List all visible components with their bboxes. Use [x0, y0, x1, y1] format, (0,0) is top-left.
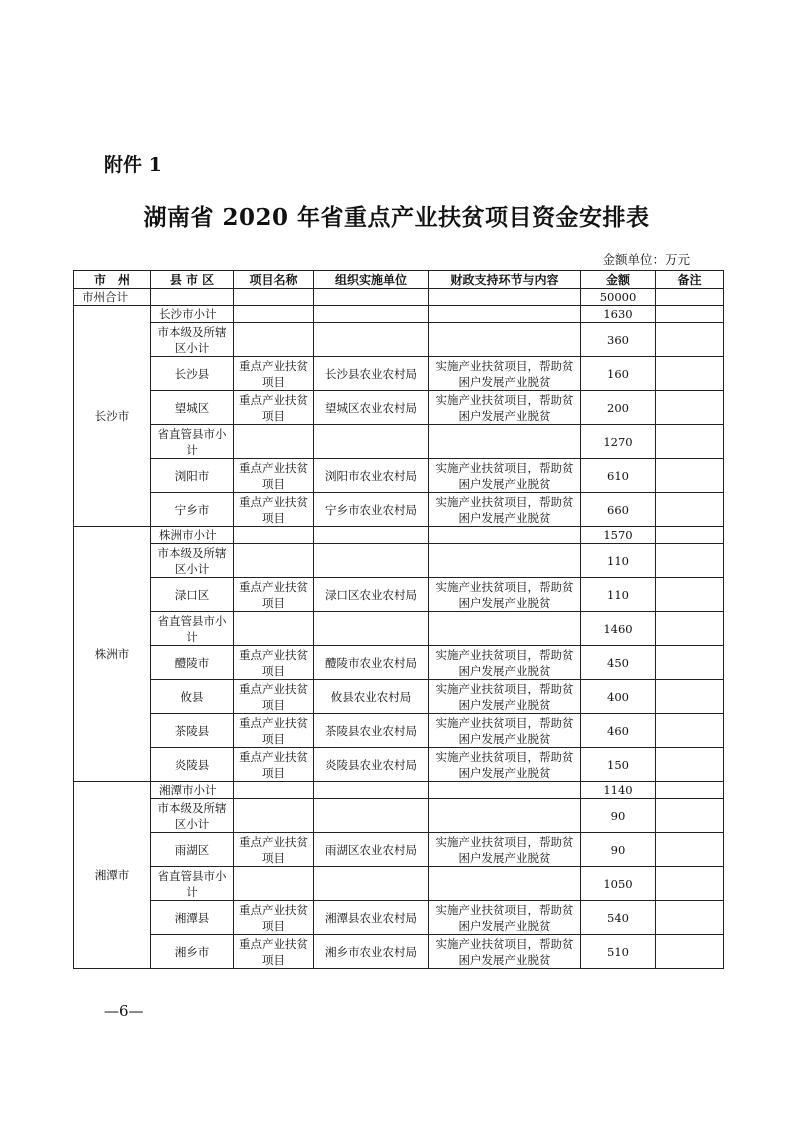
project-cell	[234, 544, 314, 578]
remarks-cell	[656, 646, 724, 680]
page-number: —6—	[104, 1002, 144, 1020]
project-cell: 重点产业扶贫项目	[234, 357, 314, 391]
county-cell: 市本级及所辖区小计	[151, 323, 234, 357]
remarks-cell	[656, 935, 724, 969]
remarks-cell	[656, 578, 724, 612]
remarks-cell	[656, 867, 724, 901]
amount-cell: 90	[581, 799, 656, 833]
subtotal-row	[74, 782, 724, 799]
unit-cell: 渌口区农业农村局	[314, 578, 429, 612]
amount-cell: 110	[581, 544, 656, 578]
content-cell: 实施产业扶贫项目，帮助贫困户发展产业脱贫	[429, 680, 581, 714]
unit-cell: 浏阳市农业农村局	[314, 459, 429, 493]
content-cell: 实施产业扶贫项目，帮助贫困户发展产业脱贫	[429, 459, 581, 493]
funding-table	[73, 270, 724, 969]
remarks-cell	[656, 425, 724, 459]
header-content: 财政支持环节与内容	[429, 271, 581, 289]
amount-cell: 540	[581, 901, 656, 935]
remarks-cell	[656, 544, 724, 578]
content-cell: 实施产业扶贫项目，帮助贫困户发展产业脱贫	[429, 493, 581, 527]
project-cell	[234, 323, 314, 357]
unit-cell	[314, 323, 429, 357]
table-row	[74, 357, 724, 391]
header-project: 项目名称	[234, 271, 314, 289]
county-cell: 市本级及所辖区小计	[151, 544, 234, 578]
amount-cell: 200	[581, 391, 656, 425]
remarks-cell	[656, 748, 724, 782]
remarks-cell	[656, 289, 724, 306]
content-cell	[429, 612, 581, 646]
project-cell: 重点产业扶贫项目	[234, 493, 314, 527]
remarks-cell	[656, 306, 724, 323]
county-cell: 市本级及所辖区小计	[151, 799, 234, 833]
table-row	[74, 748, 724, 782]
county-cell: 株洲市小计	[151, 527, 234, 544]
county-cell: 浏阳市	[151, 459, 234, 493]
empty-cell	[314, 289, 429, 306]
table-row	[74, 833, 724, 867]
project-cell	[234, 425, 314, 459]
remarks-cell	[656, 493, 724, 527]
content-cell	[429, 527, 581, 544]
table-row	[74, 867, 724, 901]
empty-cell	[151, 289, 234, 306]
table-row	[74, 799, 724, 833]
remarks-cell	[656, 901, 724, 935]
table-header-row	[74, 271, 724, 289]
amount-cell: 1460	[581, 612, 656, 646]
project-cell: 重点产业扶贫项目	[234, 391, 314, 425]
amount-cell: 1270	[581, 425, 656, 459]
table-row	[74, 493, 724, 527]
table-row	[74, 323, 724, 357]
remarks-cell	[656, 833, 724, 867]
city-cell: 株洲市	[74, 527, 151, 782]
content-cell: 实施产业扶贫项目，帮助贫困户发展产业脱贫	[429, 901, 581, 935]
content-cell: 实施产业扶贫项目，帮助贫困户发展产业脱贫	[429, 748, 581, 782]
table-row	[74, 391, 724, 425]
unit-cell: 炎陵县农业农村局	[314, 748, 429, 782]
table-row	[74, 714, 724, 748]
unit-cell: 攸县农业农村局	[314, 680, 429, 714]
project-cell: 重点产业扶贫项目	[234, 578, 314, 612]
attachment-label: 附件 1	[104, 154, 162, 176]
county-cell: 望城区	[151, 391, 234, 425]
unit-cell	[314, 867, 429, 901]
unit-cell: 湘潭县农业农村局	[314, 901, 429, 935]
table-row	[74, 578, 724, 612]
content-cell: 实施产业扶贫项目，帮助贫困户发展产业脱贫	[429, 833, 581, 867]
county-cell: 渌口区	[151, 578, 234, 612]
unit-cell	[314, 306, 429, 323]
unit-cell: 雨湖区农业农村局	[314, 833, 429, 867]
amount-cell: 460	[581, 714, 656, 748]
unit-cell	[314, 544, 429, 578]
unit-cell: 望城区农业农村局	[314, 391, 429, 425]
header-city: 市 州	[74, 271, 151, 289]
table-row	[74, 612, 724, 646]
project-cell	[234, 612, 314, 646]
amount-cell: 90	[581, 833, 656, 867]
table-row	[74, 646, 724, 680]
remarks-cell	[656, 323, 724, 357]
content-cell	[429, 323, 581, 357]
project-cell: 重点产业扶贫项目	[234, 680, 314, 714]
content-cell	[429, 306, 581, 323]
grand-total-row	[74, 289, 724, 306]
unit-cell: 茶陵县农业农村局	[314, 714, 429, 748]
empty-cell	[429, 289, 581, 306]
page-title: 湖南省 2020 年省重点产业扶贫项目资金安排表	[143, 204, 650, 231]
county-cell: 攸县	[151, 680, 234, 714]
amount-cell: 360	[581, 323, 656, 357]
table-row	[74, 680, 724, 714]
county-cell: 省直管县市小计	[151, 425, 234, 459]
amount-cell: 150	[581, 748, 656, 782]
amount-cell: 160	[581, 357, 656, 391]
remarks-cell	[656, 527, 724, 544]
unit-cell	[314, 527, 429, 544]
unit-cell	[314, 782, 429, 799]
project-cell	[234, 782, 314, 799]
project-cell: 重点产业扶贫项目	[234, 714, 314, 748]
content-cell	[429, 799, 581, 833]
county-cell: 醴陵市	[151, 646, 234, 680]
unit-cell	[314, 799, 429, 833]
amount-cell: 400	[581, 680, 656, 714]
content-cell	[429, 425, 581, 459]
subtotal-row	[74, 306, 724, 323]
county-cell: 湘潭县	[151, 901, 234, 935]
unit-cell	[314, 612, 429, 646]
content-cell: 实施产业扶贫项目，帮助贫困户发展产业脱贫	[429, 935, 581, 969]
county-cell: 长沙市小计	[151, 306, 234, 323]
county-cell: 宁乡市	[151, 493, 234, 527]
content-cell	[429, 544, 581, 578]
remarks-cell	[656, 714, 724, 748]
county-cell: 茶陵县	[151, 714, 234, 748]
project-cell	[234, 799, 314, 833]
grand-total-label: 市州合计	[74, 289, 151, 306]
table-row	[74, 544, 724, 578]
content-cell: 实施产业扶贫项目，帮助贫困户发展产业脱贫	[429, 357, 581, 391]
remarks-cell	[656, 459, 724, 493]
county-cell: 湘乡市	[151, 935, 234, 969]
header-county: 县 市 区	[151, 271, 234, 289]
county-cell: 湘潭市小计	[151, 782, 234, 799]
unit-cell: 长沙县农业农村局	[314, 357, 429, 391]
city-cell: 湘潭市	[74, 782, 151, 969]
amount-cell: 510	[581, 935, 656, 969]
content-cell: 实施产业扶贫项目，帮助贫困户发展产业脱贫	[429, 391, 581, 425]
amount-cell: 1050	[581, 867, 656, 901]
amount-cell: 610	[581, 459, 656, 493]
amount-cell: 1630	[581, 306, 656, 323]
table-row	[74, 459, 724, 493]
county-cell: 雨湖区	[151, 833, 234, 867]
content-cell: 实施产业扶贫项目，帮助贫困户发展产业脱贫	[429, 646, 581, 680]
amount-cell: 660	[581, 493, 656, 527]
remarks-cell	[656, 680, 724, 714]
remarks-cell	[656, 357, 724, 391]
table-row	[74, 935, 724, 969]
project-cell: 重点产业扶贫项目	[234, 748, 314, 782]
county-cell: 炎陵县	[151, 748, 234, 782]
amount-cell: 110	[581, 578, 656, 612]
remarks-cell	[656, 391, 724, 425]
header-unit: 组织实施单位	[314, 271, 429, 289]
content-cell	[429, 867, 581, 901]
content-cell	[429, 782, 581, 799]
project-cell: 重点产业扶贫项目	[234, 646, 314, 680]
header-amount: 金额	[581, 271, 656, 289]
project-cell: 重点产业扶贫项目	[234, 935, 314, 969]
unit-cell: 湘乡市农业农村局	[314, 935, 429, 969]
city-cell: 长沙市	[74, 306, 151, 527]
table-row	[74, 425, 724, 459]
content-cell: 实施产业扶贫项目，帮助贫困户发展产业脱贫	[429, 578, 581, 612]
county-cell: 省直管县市小计	[151, 867, 234, 901]
project-cell: 重点产业扶贫项目	[234, 833, 314, 867]
project-cell	[234, 867, 314, 901]
remarks-cell	[656, 782, 724, 799]
unit-note: 金额单位：万元	[602, 252, 690, 267]
unit-cell: 醴陵市农业农村局	[314, 646, 429, 680]
subtotal-row	[74, 527, 724, 544]
unit-cell	[314, 425, 429, 459]
project-cell: 重点产业扶贫项目	[234, 459, 314, 493]
unit-cell: 宁乡市农业农村局	[314, 493, 429, 527]
table-row	[74, 901, 724, 935]
county-cell: 长沙县	[151, 357, 234, 391]
header-remarks: 备注	[656, 271, 724, 289]
project-cell	[234, 527, 314, 544]
amount-cell: 1570	[581, 527, 656, 544]
project-cell: 重点产业扶贫项目	[234, 901, 314, 935]
content-cell: 实施产业扶贫项目，帮助贫困户发展产业脱贫	[429, 714, 581, 748]
empty-cell	[234, 289, 314, 306]
project-cell	[234, 306, 314, 323]
amount-cell: 1140	[581, 782, 656, 799]
grand-total-amount: 50000	[581, 289, 656, 306]
remarks-cell	[656, 799, 724, 833]
county-cell: 省直管县市小计	[151, 612, 234, 646]
remarks-cell	[656, 612, 724, 646]
amount-cell: 450	[581, 646, 656, 680]
